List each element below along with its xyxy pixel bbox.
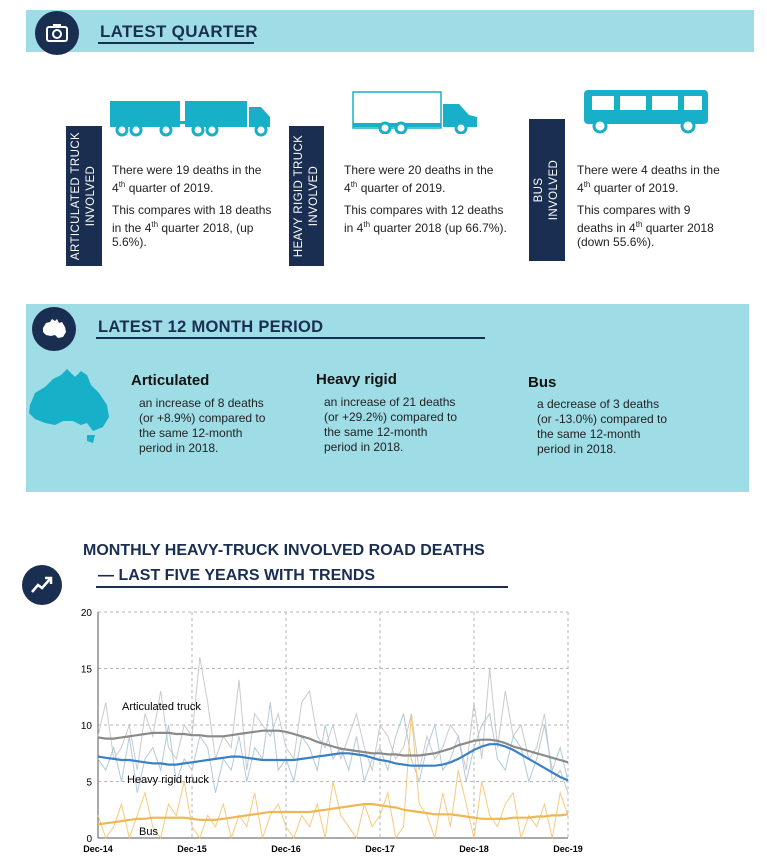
heavy-rigid-truck-label: HEAVY RIGID TRUCK INVOLVED: [289, 126, 324, 266]
x-tick-label: Dec-14: [83, 844, 113, 854]
chart-title-line2: — LAST FIVE YEARS WITH TRENDS: [98, 567, 376, 584]
heavy-rigid-12m-text: an increase of 21 deaths (or +29.2%) compared to the same 12-month period in 2018.: [324, 395, 458, 454]
trend-up-icon: [22, 565, 62, 605]
x-tick-label: Dec-16: [271, 844, 301, 854]
camera-icon: [35, 11, 79, 55]
twelve-month-title: LATEST 12 MONTH PERIOD: [98, 318, 324, 336]
australia-map: [25, 365, 115, 445]
bus-trend-line: [98, 804, 568, 824]
australia-map-icon: [32, 307, 76, 351]
y-tick-label: 15: [80, 664, 92, 676]
twelve-month-underline: [96, 337, 485, 339]
y-tick-label: 0: [86, 834, 92, 845]
y-tick-label: 5: [86, 777, 92, 789]
articulated-12m-text: an increase of 8 deaths (or +8.9%) compared to the same 12-month period in 2018.: [139, 396, 266, 455]
articulated-truck-icon: [108, 97, 273, 137]
latest-quarter-underline: [98, 42, 254, 44]
series-annotation: Articulated truck: [122, 700, 201, 713]
deaths-line-chart: [0, 600, 767, 861]
x-tick-label: Dec-19: [553, 844, 583, 854]
bus-12m-heading: Bus: [528, 374, 557, 391]
articulated-quarter-text: There were 19 deaths in the 4th quarter of 2019. This compares with 18 deaths in the 4th quarter 2018, (up 5.6%).: [112, 163, 272, 249]
bus-quarter-text: There were 4 deaths in the 4th quarter of 2019. This compares with 9 deaths in 4th quarter 2018 (down 55.6%).: [577, 163, 720, 249]
chart-title-underline: [96, 586, 508, 588]
heavy-rigid-truck-icon: [351, 90, 481, 134]
y-tick-label: 20: [80, 608, 92, 619]
articulated-12m-heading: Articulated: [131, 372, 210, 389]
bus-icon: [582, 88, 710, 136]
bus-12m-text: a decrease of 3 deaths (or -13.0%) compared to the same 12-month period in 2018.: [537, 397, 668, 456]
x-tick-label: Dec-17: [365, 844, 395, 854]
chart-title-line1: MONTHLY HEAVY-TRUCK INVOLVED ROAD DEATHS: [83, 542, 485, 559]
bus-label: BUS INVOLVED: [529, 119, 565, 261]
y-tick-label: 10: [80, 721, 92, 732]
articulated-truck-label: ARTICULATED TRUCK INVOLVED: [66, 126, 102, 266]
heavy-rigid-12m-heading: Heavy rigid: [316, 371, 397, 388]
latest-quarter-title: LATEST QUARTER: [100, 22, 258, 41]
series-annotation: Bus: [139, 826, 158, 839]
heavy-rigid-quarter-text: There were 20 deaths in the 4th quarter of 2019. This compares with 12 deaths in 4th quarter 2018 (up 66.7%).: [344, 163, 507, 235]
x-tick-label: Dec-15: [177, 844, 207, 854]
series-annotation: Heavy rigid truck: [127, 774, 209, 787]
x-tick-label: Dec-18: [459, 844, 489, 854]
